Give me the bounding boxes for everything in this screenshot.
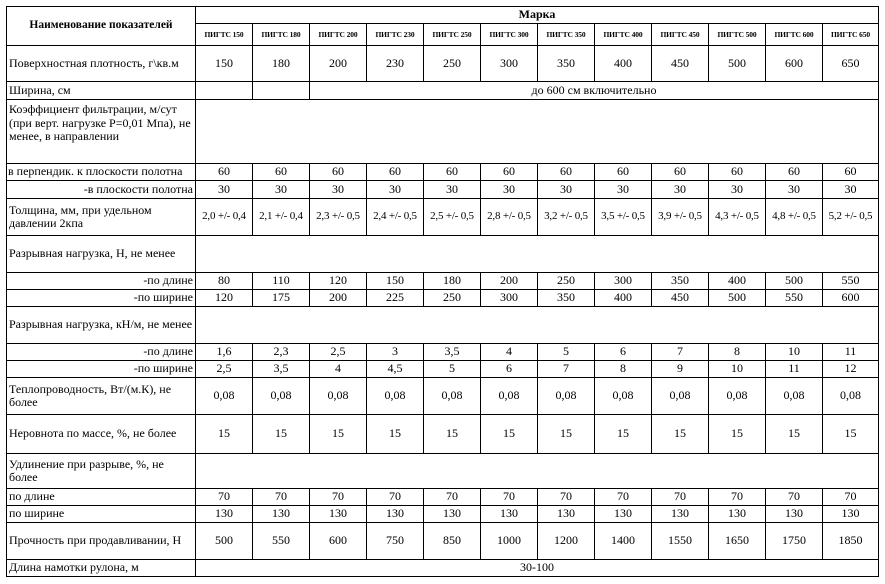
elongation-width-value: 130 (253, 506, 310, 523)
thermal-value: 0,08 (481, 378, 538, 415)
tensile-kn-length-value: 2,3 (253, 344, 310, 361)
elongation-label: Удлинение при разрыве, %, не более (7, 454, 196, 489)
filtration-perp-value: 60 (424, 164, 481, 181)
filtration-perp-row (7, 164, 879, 181)
thermal-value: 0,08 (652, 378, 709, 415)
tensile-n-length-label: -по длине (7, 273, 196, 290)
density-value: 400 (595, 46, 652, 82)
puncture-value: 850 (424, 523, 481, 560)
unevenness-value: 15 (766, 415, 823, 454)
filtration-plane-value: 30 (823, 181, 879, 199)
tensile-n-label: Разрывная нагрузка, Н, не менее (7, 236, 196, 273)
tensile-kn-label: Разрывная нагрузка, кН/м, не менее (7, 307, 196, 344)
filtration-plane-label: -в плоскости полотна (7, 181, 196, 199)
tensile-n-width-value: 175 (253, 290, 310, 307)
density-value: 150 (196, 46, 253, 82)
thermal-value: 0,08 (310, 378, 367, 415)
thickness-value: 3,5 +/- 0,5 (595, 199, 652, 236)
tensile-n-width-value: 225 (367, 290, 424, 307)
filtration-perp-value: 60 (253, 164, 310, 181)
grade-header: ПИГТС 350 (538, 24, 595, 46)
density-value: 180 (253, 46, 310, 82)
thickness-value: 2,3 +/- 0,5 (310, 199, 367, 236)
filtration-plane-value: 30 (538, 181, 595, 199)
grade-header: ПИГТС 450 (652, 24, 709, 46)
density-value: 650 (823, 46, 879, 82)
elongation-width-label: по ширине (7, 506, 196, 523)
tensile-n-width-value: 600 (823, 290, 879, 307)
filtration-perp-value: 60 (709, 164, 766, 181)
tensile-n-header-row (7, 236, 879, 273)
tensile-n-width-value: 450 (652, 290, 709, 307)
indicator-column-header: Наименование показателей (7, 7, 196, 46)
thickness-row (7, 199, 879, 236)
grade-header: ПИГТС 250 (424, 24, 481, 46)
filtration-plane-value: 30 (367, 181, 424, 199)
density-value: 350 (538, 46, 595, 82)
unevenness-value: 15 (253, 415, 310, 454)
elongation-width-value: 130 (709, 506, 766, 523)
roll-length-row (7, 560, 879, 577)
grade-header: ПИГТС 500 (709, 24, 766, 46)
tensile-kn-length-value: 3,5 (424, 344, 481, 361)
tensile-kn-length-label: -по длине (7, 344, 196, 361)
elongation-length-row (7, 489, 879, 506)
unevenness-value: 15 (709, 415, 766, 454)
elongation-width-value: 130 (196, 506, 253, 523)
tensile-kn-width-value: 7 (538, 361, 595, 378)
grade-header: ПИГТС 650 (823, 24, 879, 46)
tensile-kn-width-label: -по ширине (7, 361, 196, 378)
elongation-length-value: 70 (823, 489, 879, 506)
tensile-kn-length-value: 10 (766, 344, 823, 361)
filtration-perp-value: 60 (310, 164, 367, 181)
elongation-width-value: 130 (481, 506, 538, 523)
filtration-plane-value: 30 (196, 181, 253, 199)
tensile-kn-width-value: 10 (709, 361, 766, 378)
tensile-n-width-value: 400 (595, 290, 652, 307)
tensile-n-length-value: 550 (823, 273, 879, 290)
elongation-length-label: по длине (7, 489, 196, 506)
filtration-header-row (7, 100, 879, 164)
tensile-n-length-value: 80 (196, 273, 253, 290)
filtration-plane-value: 30 (253, 181, 310, 199)
density-value: 230 (367, 46, 424, 82)
density-value: 300 (481, 46, 538, 82)
unevenness-value: 15 (652, 415, 709, 454)
tensile-kn-width-value: 2,5 (196, 361, 253, 378)
filtration-label: Коэффициент фильтрации, м/сут (при верт. нагрузке Р=0,01 Мпа), не менее, в направлении (7, 100, 196, 164)
puncture-value: 600 (310, 523, 367, 560)
unevenness-value: 15 (538, 415, 595, 454)
tensile-n-length-value: 500 (766, 273, 823, 290)
elongation-header-row (7, 454, 879, 489)
thermal-value: 0,08 (367, 378, 424, 415)
unevenness-value: 15 (367, 415, 424, 454)
thickness-label: Толщина, мм, при удельном давлении 2кпа (7, 199, 196, 236)
elongation-length-value: 70 (709, 489, 766, 506)
puncture-value: 1650 (709, 523, 766, 560)
tensile-n-width-row (7, 290, 879, 307)
puncture-value: 500 (196, 523, 253, 560)
elongation-length-value: 70 (424, 489, 481, 506)
tensile-n-length-value: 400 (709, 273, 766, 290)
roll-length-label: Длина намотки рулона, м (7, 560, 196, 577)
unevenness-label: Неровнота по массе, %, не более (7, 415, 196, 454)
tensile-kn-length-value: 6 (595, 344, 652, 361)
tensile-n-width-value: 500 (709, 290, 766, 307)
tensile-n-length-value: 120 (310, 273, 367, 290)
grade-header: ПИГТС 300 (481, 24, 538, 46)
tensile-kn-length-value: 3 (367, 344, 424, 361)
unevenness-value: 15 (823, 415, 879, 454)
tensile-n-width-value: 300 (481, 290, 538, 307)
tensile-n-length-value: 180 (424, 273, 481, 290)
tensile-kn-length-value: 11 (823, 344, 879, 361)
thickness-value: 3,2 +/- 0,5 (538, 199, 595, 236)
elongation-width-value: 130 (766, 506, 823, 523)
tensile-kn-width-value: 11 (766, 361, 823, 378)
filtration-plane-value: 30 (424, 181, 481, 199)
empty-cell (196, 454, 879, 489)
elongation-length-value: 70 (481, 489, 538, 506)
thickness-value: 4,3 +/- 0,5 (709, 199, 766, 236)
tensile-kn-width-value: 12 (823, 361, 879, 378)
elongation-width-value: 130 (823, 506, 879, 523)
grade-header: ПИГТС 230 (367, 24, 424, 46)
grade-header: ПИГТС 600 (766, 24, 823, 46)
brand-header: Марка (196, 7, 879, 24)
thermal-value: 0,08 (595, 378, 652, 415)
elongation-length-value: 70 (367, 489, 424, 506)
elongation-width-value: 130 (538, 506, 595, 523)
thickness-value: 2,5 +/- 0,5 (424, 199, 481, 236)
unevenness-value: 15 (595, 415, 652, 454)
elongation-width-value: 130 (652, 506, 709, 523)
puncture-value: 550 (253, 523, 310, 560)
tensile-kn-width-value: 6 (481, 361, 538, 378)
roll-length-value: 30-100 (196, 560, 879, 577)
tensile-n-width-value: 200 (310, 290, 367, 307)
tensile-kn-width-value: 4 (310, 361, 367, 378)
density-value: 450 (652, 46, 709, 82)
filtration-perp-value: 60 (652, 164, 709, 181)
tensile-kn-width-value: 8 (595, 361, 652, 378)
filtration-perp-value: 60 (196, 164, 253, 181)
width-row (7, 82, 879, 100)
puncture-value: 1000 (481, 523, 538, 560)
specification-table (6, 6, 879, 577)
thermal-value: 0,08 (709, 378, 766, 415)
density-value: 500 (709, 46, 766, 82)
unevenness-row (7, 415, 879, 454)
puncture-value: 1750 (766, 523, 823, 560)
width-label: Ширина, см (7, 82, 196, 100)
thickness-value: 2,4 +/- 0,5 (367, 199, 424, 236)
filtration-perp-value: 60 (766, 164, 823, 181)
thermal-label: Теплопроводность, Вт/(м.К), не более (7, 378, 196, 415)
puncture-value: 750 (367, 523, 424, 560)
thickness-value: 2,0 +/- 0,4 (196, 199, 253, 236)
unevenness-value: 15 (196, 415, 253, 454)
filtration-plane-value: 30 (652, 181, 709, 199)
unevenness-value: 15 (481, 415, 538, 454)
tensile-n-width-value: 250 (424, 290, 481, 307)
tensile-kn-width-value: 5 (424, 361, 481, 378)
filtration-perp-value: 60 (481, 164, 538, 181)
elongation-width-value: 130 (595, 506, 652, 523)
empty-cell (196, 307, 879, 344)
elongation-length-value: 70 (538, 489, 595, 506)
filtration-perp-value: 60 (367, 164, 424, 181)
tensile-kn-width-value: 9 (652, 361, 709, 378)
thickness-value: 5,2 +/- 0,5 (823, 199, 879, 236)
empty-cell (196, 100, 879, 164)
elongation-length-value: 70 (766, 489, 823, 506)
filtration-perp-value: 60 (538, 164, 595, 181)
tensile-n-length-value: 350 (652, 273, 709, 290)
thermal-value: 0,08 (823, 378, 879, 415)
tensile-kn-length-value: 7 (652, 344, 709, 361)
elongation-width-value: 130 (424, 506, 481, 523)
thermal-value: 0,08 (766, 378, 823, 415)
empty-cell (196, 236, 879, 273)
filtration-plane-value: 30 (481, 181, 538, 199)
tensile-kn-length-value: 2,5 (310, 344, 367, 361)
tensile-n-length-value: 150 (367, 273, 424, 290)
filtration-plane-row (7, 181, 879, 199)
grade-header: ПИГТС 180 (253, 24, 310, 46)
filtration-perp-label: в перпендик. к плоскости полотна (7, 164, 196, 181)
thickness-value: 4,8 +/- 0,5 (766, 199, 823, 236)
width-value: до 600 см включительно (310, 82, 879, 100)
tensile-kn-length-value: 5 (538, 344, 595, 361)
thermal-value: 0,08 (196, 378, 253, 415)
tensile-n-width-value: 350 (538, 290, 595, 307)
puncture-value: 1550 (652, 523, 709, 560)
density-value: 200 (310, 46, 367, 82)
puncture-value: 1850 (823, 523, 879, 560)
filtration-perp-value: 60 (595, 164, 652, 181)
tensile-n-width-value: 120 (196, 290, 253, 307)
filtration-plane-value: 30 (709, 181, 766, 199)
tensile-n-length-row (7, 273, 879, 290)
empty-cell (196, 82, 253, 100)
elongation-length-value: 70 (595, 489, 652, 506)
elongation-length-value: 70 (253, 489, 310, 506)
thickness-value: 3,9 +/- 0,5 (652, 199, 709, 236)
unevenness-value: 15 (424, 415, 481, 454)
density-label: Поверхностная плотность, г\кв.м (7, 46, 196, 82)
elongation-length-value: 70 (310, 489, 367, 506)
thermal-value: 0,08 (538, 378, 595, 415)
thermal-value: 0,08 (424, 378, 481, 415)
thermal-row (7, 378, 879, 415)
tensile-kn-length-value: 1,6 (196, 344, 253, 361)
tensile-kn-header-row (7, 307, 879, 344)
density-value: 250 (424, 46, 481, 82)
tensile-n-length-value: 110 (253, 273, 310, 290)
tensile-kn-length-value: 4 (481, 344, 538, 361)
tensile-kn-width-row (7, 361, 879, 378)
thickness-value: 2,1 +/- 0,4 (253, 199, 310, 236)
unevenness-value: 15 (310, 415, 367, 454)
puncture-value: 1400 (595, 523, 652, 560)
tensile-kn-length-value: 8 (709, 344, 766, 361)
elongation-width-row (7, 506, 879, 523)
tensile-kn-width-value: 4,5 (367, 361, 424, 378)
filtration-plane-value: 30 (310, 181, 367, 199)
filtration-plane-value: 30 (766, 181, 823, 199)
thermal-value: 0,08 (253, 378, 310, 415)
elongation-width-value: 130 (367, 506, 424, 523)
tensile-n-length-value: 200 (481, 273, 538, 290)
elongation-length-value: 70 (196, 489, 253, 506)
tensile-n-width-label: -по ширине (7, 290, 196, 307)
density-row (7, 46, 879, 82)
grade-header: ПИГТС 400 (595, 24, 652, 46)
tensile-kn-width-value: 3,5 (253, 361, 310, 378)
tensile-kn-length-row (7, 344, 879, 361)
thickness-value: 2,8 +/- 0,5 (481, 199, 538, 236)
grade-header: ПИГТС 150 (196, 24, 253, 46)
tensile-n-length-value: 250 (538, 273, 595, 290)
filtration-plane-value: 30 (595, 181, 652, 199)
elongation-width-value: 130 (310, 506, 367, 523)
elongation-length-value: 70 (652, 489, 709, 506)
tensile-n-length-value: 300 (595, 273, 652, 290)
empty-cell (253, 82, 310, 100)
density-value: 600 (766, 46, 823, 82)
filtration-perp-value: 60 (823, 164, 879, 181)
puncture-label: Прочность при продавливании, Н (7, 523, 196, 560)
grade-header: ПИГТС 200 (310, 24, 367, 46)
tensile-n-width-value: 550 (766, 290, 823, 307)
puncture-row (7, 523, 879, 560)
puncture-value: 1200 (538, 523, 595, 560)
